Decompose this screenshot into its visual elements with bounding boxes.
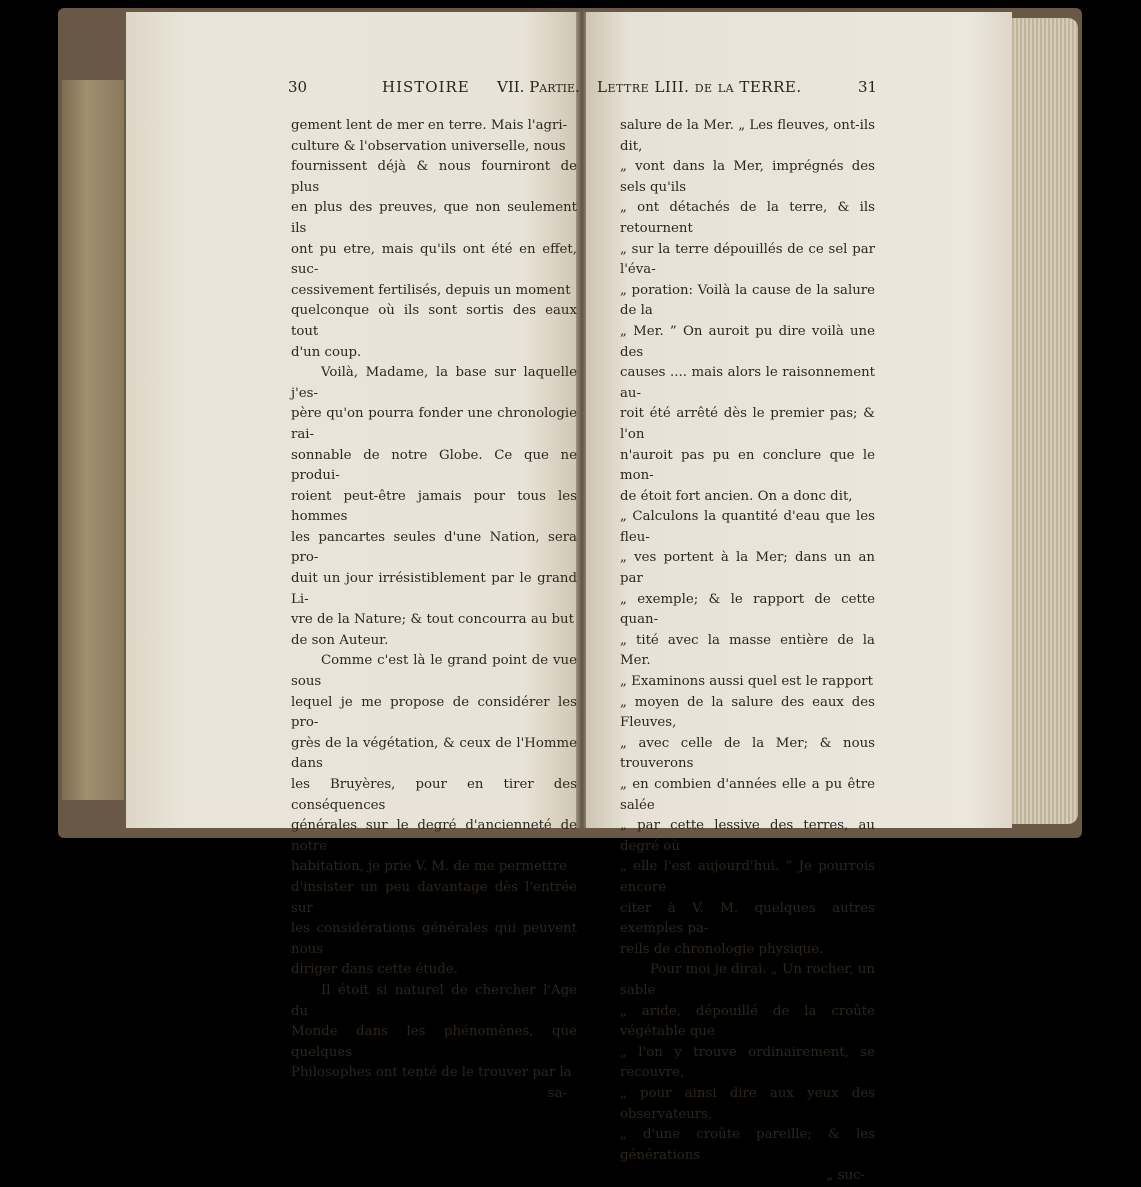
right-catchword: „ suc- [826,1168,865,1184]
text-line: père qu'on pourra fonder une chronologie rai- [291,406,577,442]
text-line: diriger dans cette étude. [291,962,458,978]
text-line: cessivement fertilisés, depuis un moment [291,282,571,298]
text-line: reils de chronologie physique. [620,941,824,957]
text-line: grès de la végétation, & ceux de l'Homme dans [291,735,577,772]
text-line: d'un coup. [291,344,362,360]
text-line: générales sur le degré d'ancienneté de notre [291,818,577,854]
text-line: ont pu etre, mais qu'ils ont été en effet, suc- [291,241,577,278]
text-line: roit été arrêté dès le premier pas; & l'on [620,406,875,442]
right-page-header [0,78,1141,102]
text-line: „ Mer. ” On auroit pu dire voilà une des [620,323,875,360]
text-line: culture & l'observation universelle, nous [291,138,566,154]
text-line: „ ont détachés de la terre, & ils retournent [620,200,875,236]
text-line: „ poration: Voilà la cause de la salure de la [620,282,875,319]
text-line: „ moyen de la salure des eaux des Fleuves, [620,694,875,731]
text-line: en plus des preuves, que non seulement ils [291,200,577,236]
text-line: „ par cette lessive des terres, au degré où [620,818,875,854]
text-line: de étoit fort ancien. On a donc dit, [620,488,853,504]
text-line: „ l'on y trouve ordinairement, se recouvre, [620,1044,875,1081]
text-line: „ sur la terre dépouillés de ce sel par l'éva- [620,241,875,278]
text-line: „ aride, dépouillé de la croûte végétable que [620,1003,875,1040]
left-running-title: HISTOIRE [382,78,470,96]
text-line: „ exemple; & le rapport de cette quan- [620,591,875,628]
text-line: les pancartes seules d'une Nation, sera pro- [291,529,577,566]
text-line: Monde dans les phénomènes, que quelques [291,1024,577,1060]
text-line: „ pour ainsi dire aux yeux des observateurs, [620,1085,875,1122]
text-line: „ Examinons aussi quel est le rapport [620,674,873,690]
text-line: citer à V. M. quelques autres exemples pa- [620,900,875,937]
left-part-label: VII. Partie. [497,78,580,96]
left-page-number: 30 [288,78,308,96]
text-line: salure de la Mer. „ Les fleuves, ont-ils dit, [620,118,875,154]
text-line: Voilà, Madame, la base sur laquelle j'es- [291,365,577,401]
book-spine [62,80,124,800]
text-line: Il étoit si naturel de chercher l'Age du [291,982,577,1019]
text-line: Philosophes ont tenté de le trouver par la [291,1065,572,1081]
text-line: duit un jour irrésistiblement par le grand Li- [291,571,577,607]
text-line: „ d'une croûte pareille; & les générations [620,1127,875,1163]
text-line: fournissent déjà & nous fourniront de plus [291,159,577,195]
text-line: „ Calculons la quantité d'eau que les fleu- [620,509,875,545]
text-line: roient peut-être jamais pour tous les hommes [291,488,577,525]
text-line: Pour moi je dirai. „ Un rocher, un sable [620,962,875,998]
right-page-number: 31 [858,78,878,96]
text-line: „ avec celle de la Mer; & nous trouverons [620,735,875,772]
right-running-title: Lettre LIII. de la TERRE. [597,78,802,96]
text-line: les considérations générales qui peuvent nous [291,921,577,957]
text-line: d'insister un peu davantage dès l'entrée sur [291,879,577,916]
text-line: sonnable de notre Globe. Ce que ne produi- [291,447,577,484]
text-line: „ vont dans la Mer, imprégnés des sels qu'ils [620,159,875,195]
text-line: Comme c'est là le grand point de vue sous [291,653,577,690]
left-catchword: sa- [547,1085,567,1101]
text-line: les Bruyères, pour en tirer des conséquences [291,777,577,813]
text-line: „ tité avec la masse entière de la Mer. [620,632,875,669]
text-line: „ ves portent à la Mer; dans un an par [620,550,875,587]
text-line: „ en combien d'années elle a pu être salée [620,777,875,813]
left-page-text [291,116,577,1105]
right-page-text [620,116,875,1187]
text-line: vre de la Nature; & tout concourra au but [291,612,574,628]
text-line: „ elle l'est aujourd'hui. ” Je pourrois encore [620,859,875,895]
text-line: gement lent de mer en terre. Mais l'agri- [291,118,568,133]
text-line: causes .... mais alors le raisonnement au- [620,365,875,401]
page-edges [1010,18,1078,824]
text-line: habitation, je prie V. M. de me permettre [291,859,567,875]
text-line: lequel je me propose de considérer les pro- [291,694,577,731]
text-line: n'auroit pas pu en conclure que le mon- [620,447,875,484]
text-line: quelconque où ils sont sortis des eaux tout [291,303,577,339]
text-line: de son Auteur. [291,632,389,648]
